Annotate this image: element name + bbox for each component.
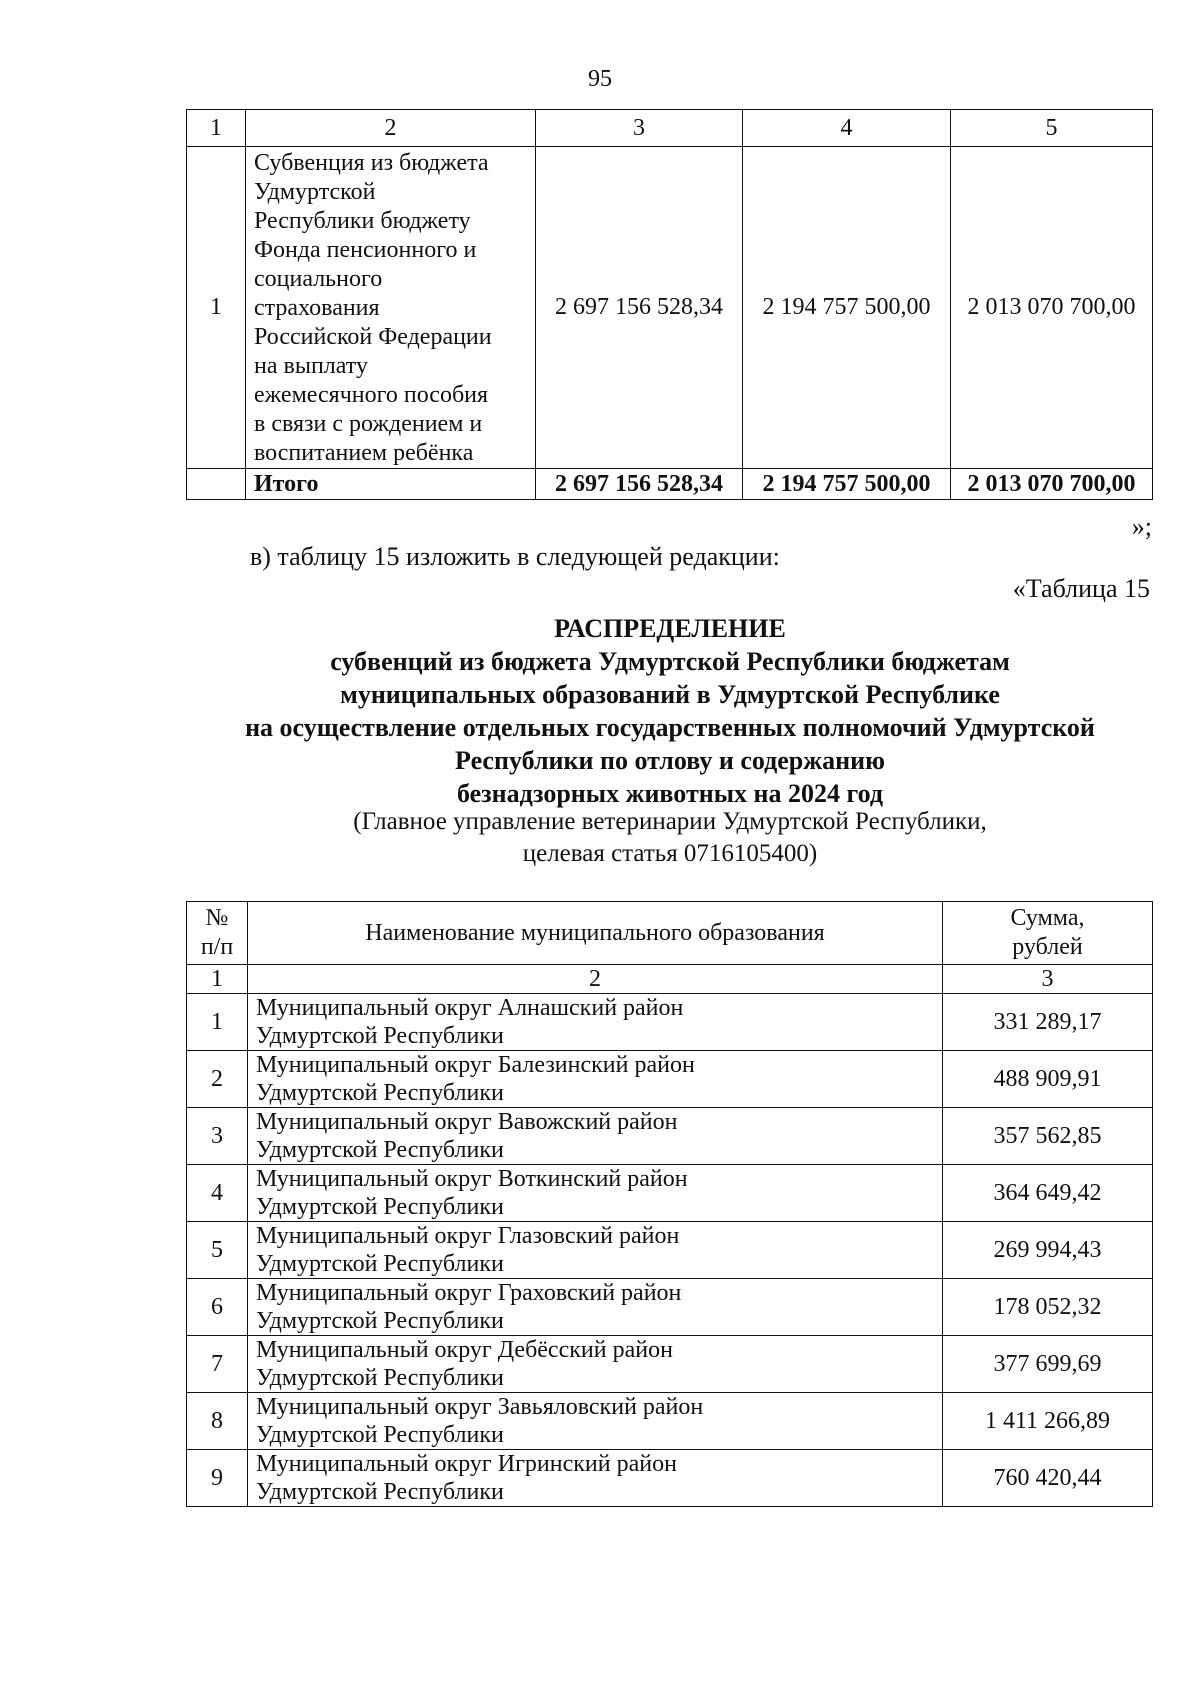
row-name [246, 147, 536, 469]
column-number: 1 [187, 110, 246, 147]
table-row [187, 1279, 1153, 1336]
name-line: воспитанием ребёнка [254, 440, 474, 466]
table-row [187, 1165, 1153, 1222]
name-line: ежемесячного пособия [254, 382, 489, 408]
total-empty-cell [187, 469, 246, 500]
name-line: Муниципальный округ Дебёсский район [256, 1337, 673, 1363]
column-number-row [187, 110, 1153, 147]
name-line: Удмуртской Республики [256, 1479, 504, 1505]
amount-cell: 1 411 266,89 [943, 1393, 1153, 1450]
header-number-line: № [205, 905, 229, 931]
column-number: 1 [187, 965, 248, 994]
name-line: Российской Федерации [254, 324, 492, 350]
amount-cell: 364 649,42 [943, 1165, 1153, 1222]
row-name [248, 1279, 943, 1336]
name-line: страхования [254, 295, 380, 321]
document-heading [130, 612, 1200, 810]
total-row [187, 469, 1153, 500]
name-line: Муниципальный округ Балезинский район [256, 1052, 695, 1078]
closing-quote: »; [1131, 512, 1152, 541]
total-amount: 2 013 070 700,00 [951, 469, 1153, 500]
name-line: Муниципальный округ Вавожский район [256, 1109, 678, 1135]
table-row [187, 994, 1153, 1051]
name-line: Фонда пенсионного и [254, 237, 477, 263]
heading-line: безнадзорных животных на 2024 год [456, 779, 884, 808]
heading-line: на осуществление отдельных государственных полномочий Удмуртской [245, 713, 1095, 742]
name-line: Удмуртской Республики [256, 1422, 504, 1448]
total-amount: 2 194 757 500,00 [743, 469, 951, 500]
row-number: 1 [187, 994, 248, 1051]
row-name [248, 1051, 943, 1108]
table-label: «Таблица 15 [1012, 574, 1150, 603]
name-line: Удмуртской Республики [256, 1137, 504, 1163]
heading-line: субвенций из бюджета Удмуртской Республики бюджетам [330, 647, 1010, 676]
column-number-row [187, 965, 1153, 994]
name-line: Муниципальный округ Игринский район [256, 1451, 677, 1477]
page-number: 95 [588, 66, 612, 92]
header-sum-line: Сумма, [1010, 905, 1085, 931]
row-name [248, 1393, 943, 1450]
document-subheading [130, 806, 1200, 870]
table-row [187, 1393, 1153, 1450]
row-number: 7 [187, 1336, 248, 1393]
row-name [248, 994, 943, 1051]
header-row [187, 902, 1153, 965]
name-line: Муниципальный округ Граховский район [256, 1280, 682, 1306]
amount-cell: 331 289,17 [943, 994, 1153, 1051]
name-line: Удмуртской Республики [256, 1308, 504, 1334]
column-number: 5 [951, 110, 1153, 147]
name-line: Субвенция из бюджета [254, 150, 489, 176]
header-number [187, 902, 248, 965]
row-number: 6 [187, 1279, 248, 1336]
amount-cell: 178 052,32 [943, 1279, 1153, 1336]
table-row [187, 1336, 1153, 1393]
row-name [248, 1222, 943, 1279]
row-number: 5 [187, 1222, 248, 1279]
row-number: 9 [187, 1450, 248, 1507]
name-line: в связи с рождением и [254, 411, 483, 437]
name-line: Удмуртской [254, 179, 376, 205]
row-name [248, 1450, 943, 1507]
amount-cell: 488 909,91 [943, 1051, 1153, 1108]
heading-line: муниципальных образований в Удмуртской Республике [340, 680, 1000, 709]
column-number: 3 [943, 965, 1153, 994]
table-row [187, 1051, 1153, 1108]
row-number: 3 [187, 1108, 248, 1165]
column-number: 4 [743, 110, 951, 147]
subheading-line: (Главное управление ветеринарии Удмуртской Республики, [353, 808, 987, 835]
name-line: Муниципальный округ Глазовский район [256, 1223, 680, 1249]
distribution-table [186, 901, 1153, 1507]
column-number: 3 [536, 110, 743, 147]
table-row [187, 1108, 1153, 1165]
column-number: 2 [248, 965, 943, 994]
subheading-line: целевая статья 0716105400) [522, 840, 818, 867]
amount-cell: 357 562,85 [943, 1108, 1153, 1165]
header-sum [943, 902, 1153, 965]
amount-cell: 2 697 156 528,34 [536, 147, 743, 469]
table-row [187, 1450, 1153, 1507]
row-name [248, 1165, 943, 1222]
row-number: 4 [187, 1165, 248, 1222]
name-line: социального [254, 266, 383, 292]
heading-line: Республики по отлову и содержанию [455, 746, 885, 775]
row-number: 1 [187, 147, 246, 469]
amount-cell: 269 994,43 [943, 1222, 1153, 1279]
name-line: Удмуртской Республики [256, 1194, 504, 1220]
name-line: Муниципальный округ Завьяловский район [256, 1394, 704, 1420]
table-row [187, 147, 1153, 469]
row-number: 8 [187, 1393, 248, 1450]
amount-cell: 2 013 070 700,00 [951, 147, 1153, 469]
table-row [187, 1222, 1153, 1279]
name-line: Муниципальный округ Воткинский район [256, 1166, 688, 1192]
name-line: Республики бюджету [254, 208, 471, 234]
name-line: на выплату [254, 353, 368, 379]
amount-cell: 2 194 757 500,00 [743, 147, 951, 469]
row-name [248, 1336, 943, 1393]
header-sum-line: рублей [1012, 934, 1083, 960]
amount-cell: 760 420,44 [943, 1450, 1153, 1507]
header-name: Наименование муниципального образования [248, 902, 943, 965]
header-number-line: п/п [200, 934, 234, 960]
column-number: 2 [246, 110, 536, 147]
name-line: Удмуртской Республики [256, 1023, 504, 1049]
heading-line: РАСПРЕДЕЛЕНИЕ [554, 614, 786, 643]
subvention-table [186, 109, 1153, 500]
name-line: Удмуртской Республики [256, 1251, 504, 1277]
name-line: Удмуртской Республики [256, 1080, 504, 1106]
total-label: Итого [246, 469, 536, 500]
row-number: 2 [187, 1051, 248, 1108]
name-line: Муниципальный округ Алнашский район [256, 995, 684, 1021]
name-line: Удмуртской Республики [256, 1365, 504, 1391]
row-name [248, 1108, 943, 1165]
total-amount: 2 697 156 528,34 [536, 469, 743, 500]
amount-cell: 377 699,69 [943, 1336, 1153, 1393]
amendment-text: в) таблицу 15 изложить в следующей редакции: [250, 542, 780, 571]
